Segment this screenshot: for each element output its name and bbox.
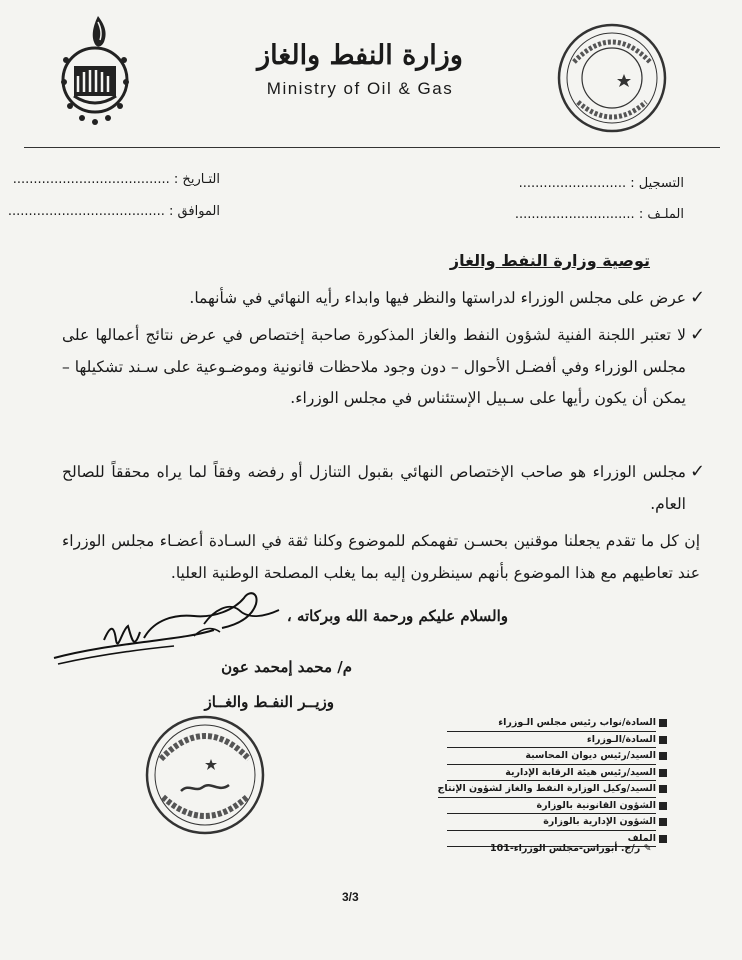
closing-salutation: والسلام عليكم ورحمة الله وبركاته ، <box>286 607 508 625</box>
checkbox-icon <box>659 835 667 843</box>
checkbox-icon <box>659 818 667 826</box>
checkbox-icon <box>659 736 667 744</box>
pen-icon: ✎ <box>643 843 652 854</box>
list-item: السيد/رئيس ديوان المحاسبة <box>447 748 667 765</box>
conclusion-paragraph: إن كل ما تقدم يجعلنا موقنين بحسـن تفهمكم للموضوع وكلنا ثقة في السـادة أعضـاء مجلس الوزراء عند تعاطيهم مع هذا الموضوع بأنهم سينظرون إليه بما يغلب المصلحة الوطنية العليا. <box>62 532 700 582</box>
ministry-name-english: Ministry of Oil & Gas <box>266 79 454 98</box>
date-field <box>13 172 220 187</box>
date-label: التـاريخ : <box>173 172 220 187</box>
corresponding-date-field <box>8 204 220 219</box>
checkbox-icon <box>659 785 667 793</box>
list-item: السيد/وكيل الوزارة النفط والغاز لشؤون الإنتاج <box>447 781 667 798</box>
checkmark-icon: ✓ <box>690 287 706 308</box>
signer-title: وزيــر النفـط والغــاز <box>204 693 334 711</box>
reference-footer <box>490 843 652 854</box>
registration-field <box>519 176 684 191</box>
page-number: 3/3 <box>342 890 359 904</box>
ministry-name-arabic: وزارة النفط والغاز <box>257 40 463 71</box>
list-item: الشؤون القانونية بالوزارة <box>447 798 667 815</box>
checkbox-icon <box>659 802 667 810</box>
signer-name: م/ محمد إمحمد عون <box>221 658 352 676</box>
corresponding-value: ...................................... <box>7 204 165 219</box>
checkbox-icon <box>659 769 667 777</box>
header-divider <box>24 147 720 148</box>
state-seal <box>556 22 668 134</box>
list-item: الملف <box>447 831 667 848</box>
list-item: السادة/الـوزراء <box>447 732 667 749</box>
checkmark-icon: ✓ <box>690 324 706 345</box>
registration-label: التسجيل : <box>630 176 684 191</box>
file-label: الملـف : <box>638 207 684 222</box>
file-field <box>515 207 684 222</box>
checkbox-icon <box>659 752 667 760</box>
list-item: السيد/رئيس هيئة الرقابة الإدارية <box>447 765 667 782</box>
registration-value: .......................... <box>518 176 627 191</box>
file-value: ............................. <box>514 207 635 222</box>
ministry-logo <box>52 10 138 130</box>
minister-stamp <box>143 713 267 837</box>
bullet-item-2: لا تعتبر اللجنة الفنية لشؤون النفط والغاز المذكورة صاحبة إختصاص في عرض نتائج أعمالها على مجلس الوزراء وفي أفضـل الأحوال – دون وجود ملاحظات قانونية وموضـوعية على سـند تشكيلها – يمكن أن يكون رأيها على سـبيل الإستئناس في مجلس الوزراء. <box>62 326 686 407</box>
distribution-list <box>437 715 667 847</box>
reference-code: ر/ج. أبوراس-مجلس الوزراء-101 <box>490 843 641 854</box>
bullet-item-3: مجلس الوزراء هو صاحب الإختصاص النهائي بقبول التنازل أو رفضه وفقاً لما يراه محققاً للصالح العام. <box>62 463 686 513</box>
list-item: الشؤون الإدارية بالوزارة <box>447 814 667 831</box>
corresponding-label: الموافق : <box>169 204 220 219</box>
checkbox-icon <box>659 719 667 727</box>
bullet-item-1: عرض على مجلس الوزراء لدراستها والنظر فيها وابداء رأيه النهائي في شأنهما. <box>189 289 686 307</box>
checkmark-icon: ✓ <box>690 461 706 482</box>
date-value: ...................................... <box>12 172 170 187</box>
list-item: السادة/نواب رئيس مجلس الـوزراء <box>447 715 667 732</box>
recommendation-title: توصية وزارة النفط والغاز <box>449 251 650 270</box>
